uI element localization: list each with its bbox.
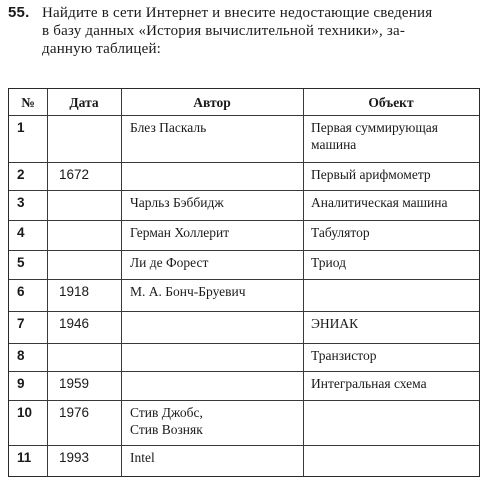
history-table: [8, 88, 480, 477]
cell-num[interactable]: 11: [17, 450, 32, 465]
table-row-divider: [9, 445, 479, 446]
cell-num[interactable]: 2: [17, 167, 25, 182]
table-column-divider: [47, 89, 48, 476]
cell-num[interactable]: 3: [17, 195, 25, 210]
cell-num[interactable]: 5: [17, 255, 25, 270]
table-row-divider: [9, 115, 479, 116]
header-date: Дата: [69, 95, 99, 110]
task-number: 55.: [8, 4, 30, 21]
table-column-divider: [121, 89, 122, 476]
task-line-2: в базу данных «История вычислительной техники», за-: [42, 23, 406, 39]
table-row-divider: [9, 190, 479, 191]
cell-object[interactable]: Транзистор: [311, 348, 377, 363]
table-column-divider: [303, 89, 304, 476]
cell-object[interactable]: Триод: [311, 255, 346, 270]
cell-author[interactable]: Герман Холлерит: [130, 225, 230, 240]
cell-author[interactable]: Ли де Форест: [130, 255, 209, 270]
cell-num[interactable]: 9: [17, 376, 25, 391]
cell-date[interactable]: 1672: [59, 167, 90, 182]
table-row-divider: [9, 250, 479, 251]
cell-author[interactable]: Блез Паскаль: [130, 120, 207, 135]
cell-author[interactable]: М. А. Бонч-Бруевич: [130, 284, 246, 299]
header-author: Автор: [193, 95, 231, 110]
cell-date[interactable]: 1959: [59, 376, 90, 391]
cell-object-line2[interactable]: машина: [311, 137, 357, 152]
cell-date[interactable]: 1976: [59, 405, 90, 420]
task-line-1: Найдите в сети Интернет и внесите недостающие сведения: [42, 5, 433, 21]
cell-object[interactable]: Интегральная схема: [311, 376, 427, 391]
table-row-divider: [9, 279, 479, 280]
cell-num[interactable]: 8: [17, 348, 25, 363]
cell-num[interactable]: 1: [17, 120, 25, 135]
table-row-divider: [9, 220, 479, 221]
header-object: Объект: [368, 95, 414, 110]
cell-date[interactable]: 1946: [59, 316, 90, 331]
table-row-divider: [9, 311, 479, 312]
cell-date[interactable]: 1993: [59, 450, 90, 465]
cell-num[interactable]: 10: [17, 405, 33, 420]
cell-date[interactable]: 1918: [59, 284, 90, 299]
table-row-divider: [9, 162, 479, 163]
table-row-divider: [9, 371, 479, 372]
cell-num[interactable]: 6: [17, 284, 25, 299]
cell-object[interactable]: Первый арифмометр: [311, 167, 431, 182]
cell-author-line2[interactable]: Стив Возняк: [130, 422, 203, 437]
cell-num[interactable]: 4: [17, 225, 25, 240]
cell-author[interactable]: Intel: [130, 450, 155, 465]
cell-object[interactable]: Аналитическая машина: [311, 195, 448, 210]
task-line-3: данную таблицей:: [42, 41, 162, 57]
cell-num[interactable]: 7: [17, 316, 25, 331]
cell-object[interactable]: Табулятор: [311, 225, 370, 240]
cell-author[interactable]: Чарльз Бэббидж: [130, 195, 224, 210]
cell-object[interactable]: ЭНИАК: [311, 316, 359, 331]
header-num: №: [21, 95, 35, 110]
cell-object[interactable]: Первая суммирующая: [311, 120, 438, 135]
table-row-divider: [9, 400, 479, 401]
cell-author[interactable]: Стив Джобс,: [130, 405, 203, 420]
table-row-divider: [9, 343, 479, 344]
